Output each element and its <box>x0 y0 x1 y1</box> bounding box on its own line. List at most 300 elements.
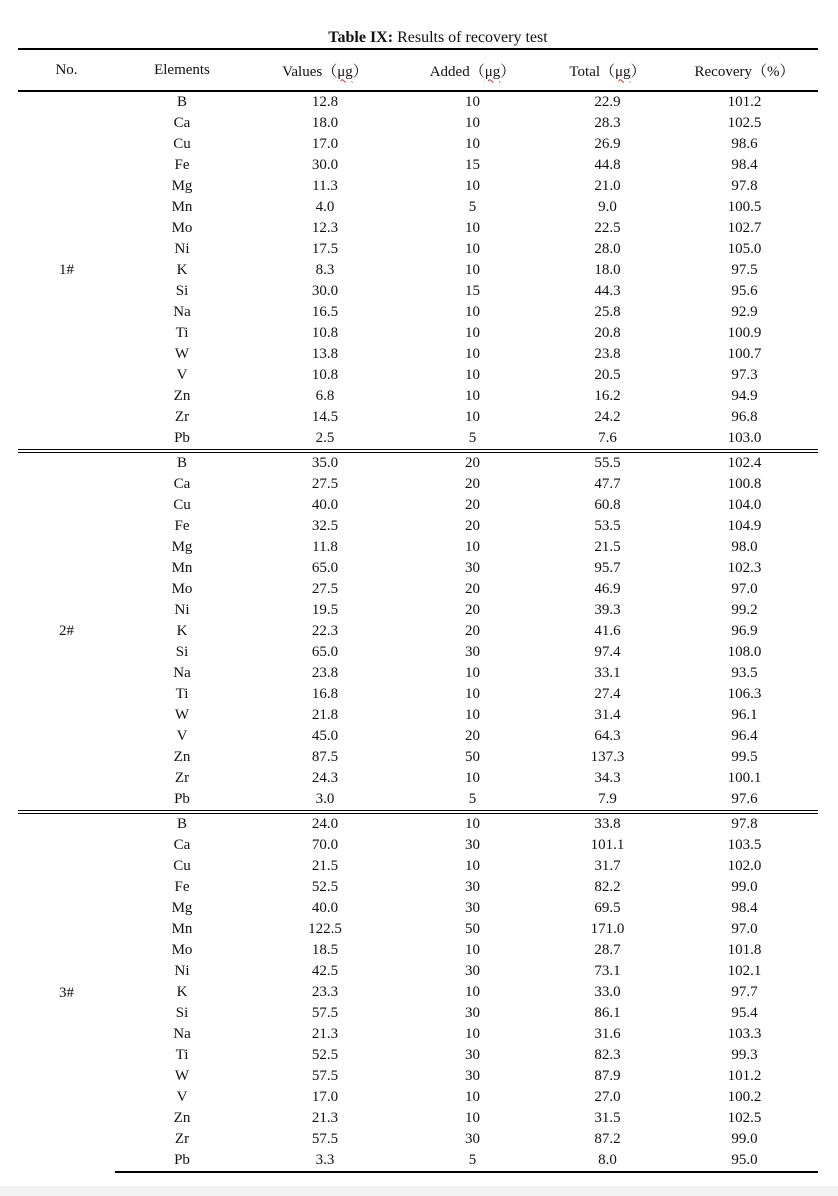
recovery-cell: 106.3 <box>727 686 762 702</box>
value-cell: 45.0 <box>311 728 339 744</box>
header-added <box>401 49 544 91</box>
value-cell: 18.0 <box>311 115 339 131</box>
table-row <box>18 642 818 663</box>
element-cell: Zn <box>173 1110 191 1126</box>
value-cell: 17.0 <box>311 1089 339 1105</box>
header-added-unit: μg <box>484 63 501 80</box>
recovery-cell: 97.6 <box>731 791 758 807</box>
total-cell: 60.8 <box>594 497 621 513</box>
value-cell: 24.3 <box>311 770 339 786</box>
sample-group-2 <box>18 451 818 812</box>
value-cell: 40.0 <box>311 497 339 513</box>
header-values-suffix: ） <box>352 63 368 80</box>
recovery-cell: 102.3 <box>727 560 762 576</box>
value-cell: 23.8 <box>311 665 339 681</box>
element-cell: Ti <box>175 1047 189 1063</box>
header-total-unit: μg <box>615 63 631 80</box>
added-cell: 10 <box>465 858 480 874</box>
value-cell: 17.5 <box>311 241 339 257</box>
element-cell: Na <box>173 1026 191 1042</box>
table-row <box>18 982 818 1003</box>
recovery-cell: 97.7 <box>731 984 758 1000</box>
recovery-cell: 101.2 <box>727 1068 762 1084</box>
header-total-suffix: ） <box>630 63 646 80</box>
element-cell: Cu <box>173 136 191 152</box>
recovery-cell: 101.8 <box>727 942 762 958</box>
total-cell: 9.0 <box>598 199 617 215</box>
element-cell: B <box>115 451 249 474</box>
recovery-cell: 97.5 <box>731 262 758 278</box>
recovery-table <box>18 48 818 1173</box>
element-cell: Si <box>175 283 189 299</box>
recovery-cell: 100.2 <box>727 1089 762 1105</box>
total-cell: 87.9 <box>594 1068 621 1084</box>
value-cell: 21.3 <box>311 1026 339 1042</box>
value-cell: 23.3 <box>311 984 339 1000</box>
value-cell: 70.0 <box>311 837 339 853</box>
value-cell: 21.3 <box>311 1110 339 1126</box>
recovery-cell: 103.0 <box>727 430 762 446</box>
added-cell: 30 <box>465 560 480 576</box>
value-cell: 11.3 <box>312 178 338 194</box>
value-cell: 42.5 <box>311 963 339 979</box>
table-row <box>18 835 818 856</box>
value-cell: 4.0 <box>315 199 335 215</box>
total-cell: 16.2 <box>594 388 621 404</box>
element-cell: Pb <box>174 791 190 807</box>
table-row <box>18 877 818 898</box>
recovery-cell: 98.4 <box>731 900 758 916</box>
added-cell: 30 <box>465 1131 480 1147</box>
recovery-cell: 97.8 <box>671 812 818 835</box>
header-no: No. <box>18 49 115 91</box>
total-cell: 55.5 <box>544 451 671 474</box>
added-cell: 10 <box>465 136 480 152</box>
total-cell: 21.0 <box>594 178 621 194</box>
value-cell: 87.5 <box>311 749 339 765</box>
total-cell: 31.5 <box>594 1110 621 1126</box>
table-caption-label: Table IX: <box>328 29 394 46</box>
element-cell: K <box>176 984 188 1000</box>
added-cell: 30 <box>465 1047 480 1063</box>
value-cell: 19.5 <box>311 602 339 618</box>
total-cell: 86.1 <box>594 1005 621 1021</box>
added-cell: 10 <box>465 539 480 555</box>
element-cell: B <box>115 812 249 835</box>
value-cell: 21.5 <box>311 858 339 874</box>
added-cell: 5 <box>401 1150 544 1172</box>
element-cell: V <box>176 367 188 383</box>
recovery-cell: 96.8 <box>731 409 758 425</box>
total-cell: 7.9 <box>598 791 617 807</box>
total-cell: 23.8 <box>594 346 621 362</box>
recovery-cell: 99.0 <box>731 879 758 895</box>
bottom-strip <box>0 1186 838 1196</box>
recovery-cell: 102.7 <box>727 220 762 236</box>
total-cell: 39.3 <box>594 602 621 618</box>
value-cell: 35.0 <box>249 451 401 474</box>
table-row <box>18 1108 818 1129</box>
value-cell: 12.8 <box>311 94 339 110</box>
added-cell: 10 <box>465 220 480 236</box>
table-row <box>18 663 818 684</box>
element-cell: Fe <box>174 879 190 895</box>
value-cell: 30.0 <box>311 283 339 299</box>
element-cell: Cu <box>173 497 191 513</box>
element-cell: Ca <box>173 837 191 853</box>
table-row <box>18 1087 818 1108</box>
recovery-cell: 105.0 <box>727 241 762 257</box>
recovery-cell: 102.5 <box>727 1110 762 1126</box>
recovery-cell: 100.7 <box>727 346 762 362</box>
total-cell: 28.3 <box>594 115 621 131</box>
table-row <box>18 856 818 877</box>
header-values-prefix: Values（ <box>282 63 338 80</box>
added-cell: 10 <box>465 178 480 194</box>
total-cell: 87.2 <box>594 1131 621 1147</box>
recovery-cell: 100.9 <box>727 325 762 341</box>
recovery-cell: 99.0 <box>731 1131 758 1147</box>
table-row <box>18 1003 818 1024</box>
added-cell: 10 <box>465 115 480 131</box>
recovery-cell: 100.5 <box>727 199 762 215</box>
added-cell: 15 <box>465 283 480 299</box>
element-cell: K <box>176 262 188 278</box>
element-cell: Ca <box>173 115 191 131</box>
total-cell: 82.3 <box>594 1047 621 1063</box>
total-cell: 46.9 <box>594 581 621 597</box>
added-cell: 20 <box>465 497 480 513</box>
table-row <box>18 621 818 642</box>
total-cell: 33.8 <box>544 812 671 835</box>
total-cell: 7.6 <box>598 430 617 446</box>
table-row <box>18 961 818 982</box>
recovery-cell: 98.6 <box>731 136 758 152</box>
total-cell: 28.7 <box>594 942 621 958</box>
added-cell: 30 <box>465 837 480 853</box>
added-cell: 10 <box>465 665 480 681</box>
element-cell: B <box>176 94 187 110</box>
value-cell: 57.5 <box>311 1005 339 1021</box>
recovery-cell: 96.1 <box>731 707 758 723</box>
table-caption <box>0 29 838 47</box>
table-row <box>18 134 818 155</box>
added-cell: 20 <box>465 581 480 597</box>
added-cell: 15 <box>465 157 480 173</box>
recovery-cell: 97.0 <box>731 921 758 937</box>
added-cell: 5 <box>468 430 477 446</box>
total-cell: 22.9 <box>594 94 621 110</box>
element-cell: Mn <box>171 921 193 937</box>
table-row <box>18 1024 818 1045</box>
element-cell: V <box>176 1089 188 1105</box>
recovery-cell: 100.1 <box>727 770 762 786</box>
table-row <box>18 726 818 747</box>
table-row <box>18 474 818 495</box>
total-cell: 26.9 <box>594 136 621 152</box>
recovery-cell: 96.9 <box>731 623 758 639</box>
recovery-cell: 96.4 <box>731 728 758 744</box>
added-cell: 20 <box>465 602 480 618</box>
recovery-cell: 102.0 <box>727 858 762 874</box>
value-cell: 13.8 <box>311 346 339 362</box>
table-row <box>18 1150 818 1172</box>
element-cell: Mg <box>171 178 193 194</box>
value-cell: 122.5 <box>308 921 342 937</box>
total-cell: 20.8 <box>594 325 621 341</box>
total-cell: 31.7 <box>594 858 621 874</box>
recovery-cell: 95.0 <box>671 1150 818 1172</box>
table-row <box>18 812 818 835</box>
value-cell: 3.0 <box>315 791 335 807</box>
table-caption-text: Results of recovery test <box>393 29 548 46</box>
header-total <box>544 49 671 91</box>
table-row <box>18 176 818 197</box>
table-row <box>18 197 818 218</box>
added-cell: 10 <box>465 707 480 723</box>
table-row <box>18 558 818 579</box>
recovery-cell: 95.4 <box>731 1005 758 1021</box>
total-cell: 97.4 <box>594 644 621 660</box>
total-cell: 73.1 <box>594 963 621 979</box>
total-cell: 8.0 <box>544 1150 671 1172</box>
total-cell: 33.0 <box>594 984 621 1000</box>
value-cell: 65.0 <box>311 644 339 660</box>
table-row <box>18 344 818 365</box>
element-cell: Na <box>173 304 191 320</box>
added-cell: 30 <box>465 879 480 895</box>
table-row <box>18 747 818 768</box>
value-cell: 14.5 <box>311 409 339 425</box>
table-row <box>18 365 818 386</box>
added-cell: 10 <box>465 262 480 278</box>
total-cell: 137.3 <box>590 749 625 765</box>
element-cell: Ti <box>175 686 189 702</box>
table-row <box>18 789 818 812</box>
recovery-cell: 93.5 <box>731 665 758 681</box>
value-cell: 10.8 <box>311 367 339 383</box>
header-values <box>249 49 401 91</box>
value-cell: 57.5 <box>311 1131 339 1147</box>
element-cell: Na <box>173 665 191 681</box>
value-cell: 27.5 <box>311 581 339 597</box>
recovery-cell: 94.9 <box>731 388 758 404</box>
recovery-cell: 98.4 <box>731 157 758 173</box>
added-cell: 5 <box>468 791 477 807</box>
recovery-cell: 101.2 <box>727 94 762 110</box>
table-row <box>18 516 818 537</box>
header-row <box>18 49 818 91</box>
value-cell: 10.8 <box>311 325 339 341</box>
added-cell: 20 <box>401 451 544 474</box>
element-cell: Ni <box>174 963 190 979</box>
element-cell: K <box>176 623 188 639</box>
total-cell: 101.1 <box>590 837 625 853</box>
added-cell: 10 <box>465 409 480 425</box>
element-cell: Mo <box>171 581 193 597</box>
table-row <box>18 155 818 176</box>
total-cell: 27.0 <box>594 1089 621 1105</box>
table-row <box>18 537 818 558</box>
added-cell: 30 <box>465 644 480 660</box>
added-cell: 5 <box>468 199 477 215</box>
total-cell: 69.5 <box>594 900 621 916</box>
added-cell: 10 <box>465 94 480 110</box>
added-cell: 10 <box>465 241 480 257</box>
value-cell: 11.8 <box>312 539 338 555</box>
value-cell: 18.5 <box>311 942 339 958</box>
total-cell: 18.0 <box>594 262 621 278</box>
total-cell: 27.4 <box>594 686 621 702</box>
table-row <box>18 768 818 789</box>
table-row <box>18 495 818 516</box>
added-cell: 10 <box>465 686 480 702</box>
element-cell: Mo <box>171 220 193 236</box>
table-row <box>18 91 818 113</box>
table-row <box>18 407 818 428</box>
recovery-cell: 99.3 <box>731 1047 758 1063</box>
table-row <box>18 451 818 474</box>
element-cell: Pb <box>174 430 190 446</box>
total-cell: 44.8 <box>594 157 621 173</box>
added-cell: 10 <box>465 1089 480 1105</box>
element-cell: W <box>174 1068 190 1084</box>
recovery-cell: 95.6 <box>731 283 758 299</box>
value-cell: 27.5 <box>311 476 339 492</box>
added-cell: 20 <box>465 623 480 639</box>
value-cell: 16.5 <box>311 304 339 320</box>
recovery-cell: 98.0 <box>731 539 758 555</box>
element-cell: V <box>176 728 188 744</box>
added-cell: 10 <box>465 325 480 341</box>
element-cell: Si <box>175 644 189 660</box>
total-cell: 95.7 <box>594 560 621 576</box>
value-cell: 52.5 <box>311 1047 339 1063</box>
added-cell: 30 <box>465 1005 480 1021</box>
total-cell: 82.2 <box>594 879 621 895</box>
element-cell: Mg <box>171 900 193 916</box>
table-row <box>18 1129 818 1150</box>
recovery-cell: 103.5 <box>727 837 762 853</box>
added-cell: 10 <box>465 304 480 320</box>
element-cell: Mg <box>171 539 193 555</box>
added-cell: 10 <box>465 942 480 958</box>
sample-number-cell: 1# <box>59 262 74 278</box>
element-cell: Ni <box>174 602 190 618</box>
table-row <box>18 239 818 260</box>
element-cell: Si <box>175 1005 189 1021</box>
value-cell: 65.0 <box>311 560 339 576</box>
header-values-unit: μg <box>337 63 353 80</box>
element-cell: Zr <box>174 409 190 425</box>
sample-group-1 <box>18 91 818 451</box>
added-cell: 20 <box>465 518 480 534</box>
table-row <box>18 919 818 940</box>
value-cell: 32.5 <box>311 518 339 534</box>
recovery-cell: 92.9 <box>731 304 758 320</box>
added-cell: 10 <box>465 984 480 1000</box>
header-added-prefix: Added（ <box>429 63 485 80</box>
added-cell: 20 <box>465 476 480 492</box>
sample-number-cell: 3# <box>18 812 115 1172</box>
added-cell: 10 <box>465 346 480 362</box>
total-cell: 41.6 <box>594 623 621 639</box>
element-cell: Zn <box>173 388 191 404</box>
element-cell: Mn <box>171 560 193 576</box>
element-cell: Mo <box>171 942 193 958</box>
total-cell: 25.8 <box>594 304 621 320</box>
header-recovery: Recovery（%） <box>671 49 818 91</box>
value-cell: 6.8 <box>315 388 335 404</box>
table-row <box>18 323 818 344</box>
total-cell: 31.4 <box>594 707 621 723</box>
value-cell: 24.0 <box>249 812 401 835</box>
total-cell: 21.5 <box>594 539 621 555</box>
value-cell: 40.0 <box>311 900 339 916</box>
element-cell: Ca <box>173 476 191 492</box>
recovery-cell: 102.4 <box>671 451 818 474</box>
recovery-cell: 100.8 <box>727 476 762 492</box>
recovery-cell: 97.0 <box>731 581 758 597</box>
total-cell: 33.1 <box>594 665 621 681</box>
table-row <box>18 218 818 239</box>
table-row <box>18 684 818 705</box>
element-cell: Ni <box>174 241 190 257</box>
header-elements: Elements <box>115 49 249 91</box>
table-row <box>18 260 818 281</box>
recovery-cell: 104.9 <box>727 518 762 534</box>
value-cell: 17.0 <box>311 136 339 152</box>
table-row <box>18 705 818 726</box>
total-cell: 64.3 <box>594 728 621 744</box>
added-cell: 30 <box>465 900 480 916</box>
table-row <box>18 386 818 407</box>
recovery-cell: 97.8 <box>731 178 758 194</box>
element-cell: Mn <box>171 199 193 215</box>
table-row <box>18 940 818 961</box>
total-cell: 28.0 <box>594 241 621 257</box>
element-cell: W <box>174 707 190 723</box>
table-row <box>18 898 818 919</box>
total-cell: 20.5 <box>594 367 621 383</box>
added-cell: 10 <box>465 367 480 383</box>
total-cell: 171.0 <box>590 921 625 937</box>
value-cell: 12.3 <box>311 220 339 236</box>
value-cell: 3.3 <box>249 1150 401 1172</box>
recovery-cell: 102.1 <box>727 963 762 979</box>
value-cell: 57.5 <box>311 1068 339 1084</box>
recovery-cell: 99.5 <box>731 749 758 765</box>
table-row <box>18 579 818 600</box>
total-cell: 24.2 <box>594 409 621 425</box>
element-cell: Zr <box>174 1131 190 1147</box>
total-cell: 47.7 <box>594 476 621 492</box>
element-cell: Ti <box>175 325 189 341</box>
element-cell: Fe <box>174 518 190 534</box>
added-cell: 20 <box>465 728 480 744</box>
table-row <box>18 302 818 323</box>
element-cell: Fe <box>174 157 190 173</box>
table-row <box>18 1045 818 1066</box>
table-row <box>18 428 818 451</box>
added-cell: 10 <box>401 812 544 835</box>
table-row <box>18 600 818 621</box>
element-cell: Cu <box>173 858 191 874</box>
header-total-prefix: Total（ <box>569 63 616 80</box>
element-cell: Pb <box>115 1150 249 1172</box>
value-cell: 8.3 <box>315 262 335 278</box>
total-cell: 44.3 <box>594 283 621 299</box>
